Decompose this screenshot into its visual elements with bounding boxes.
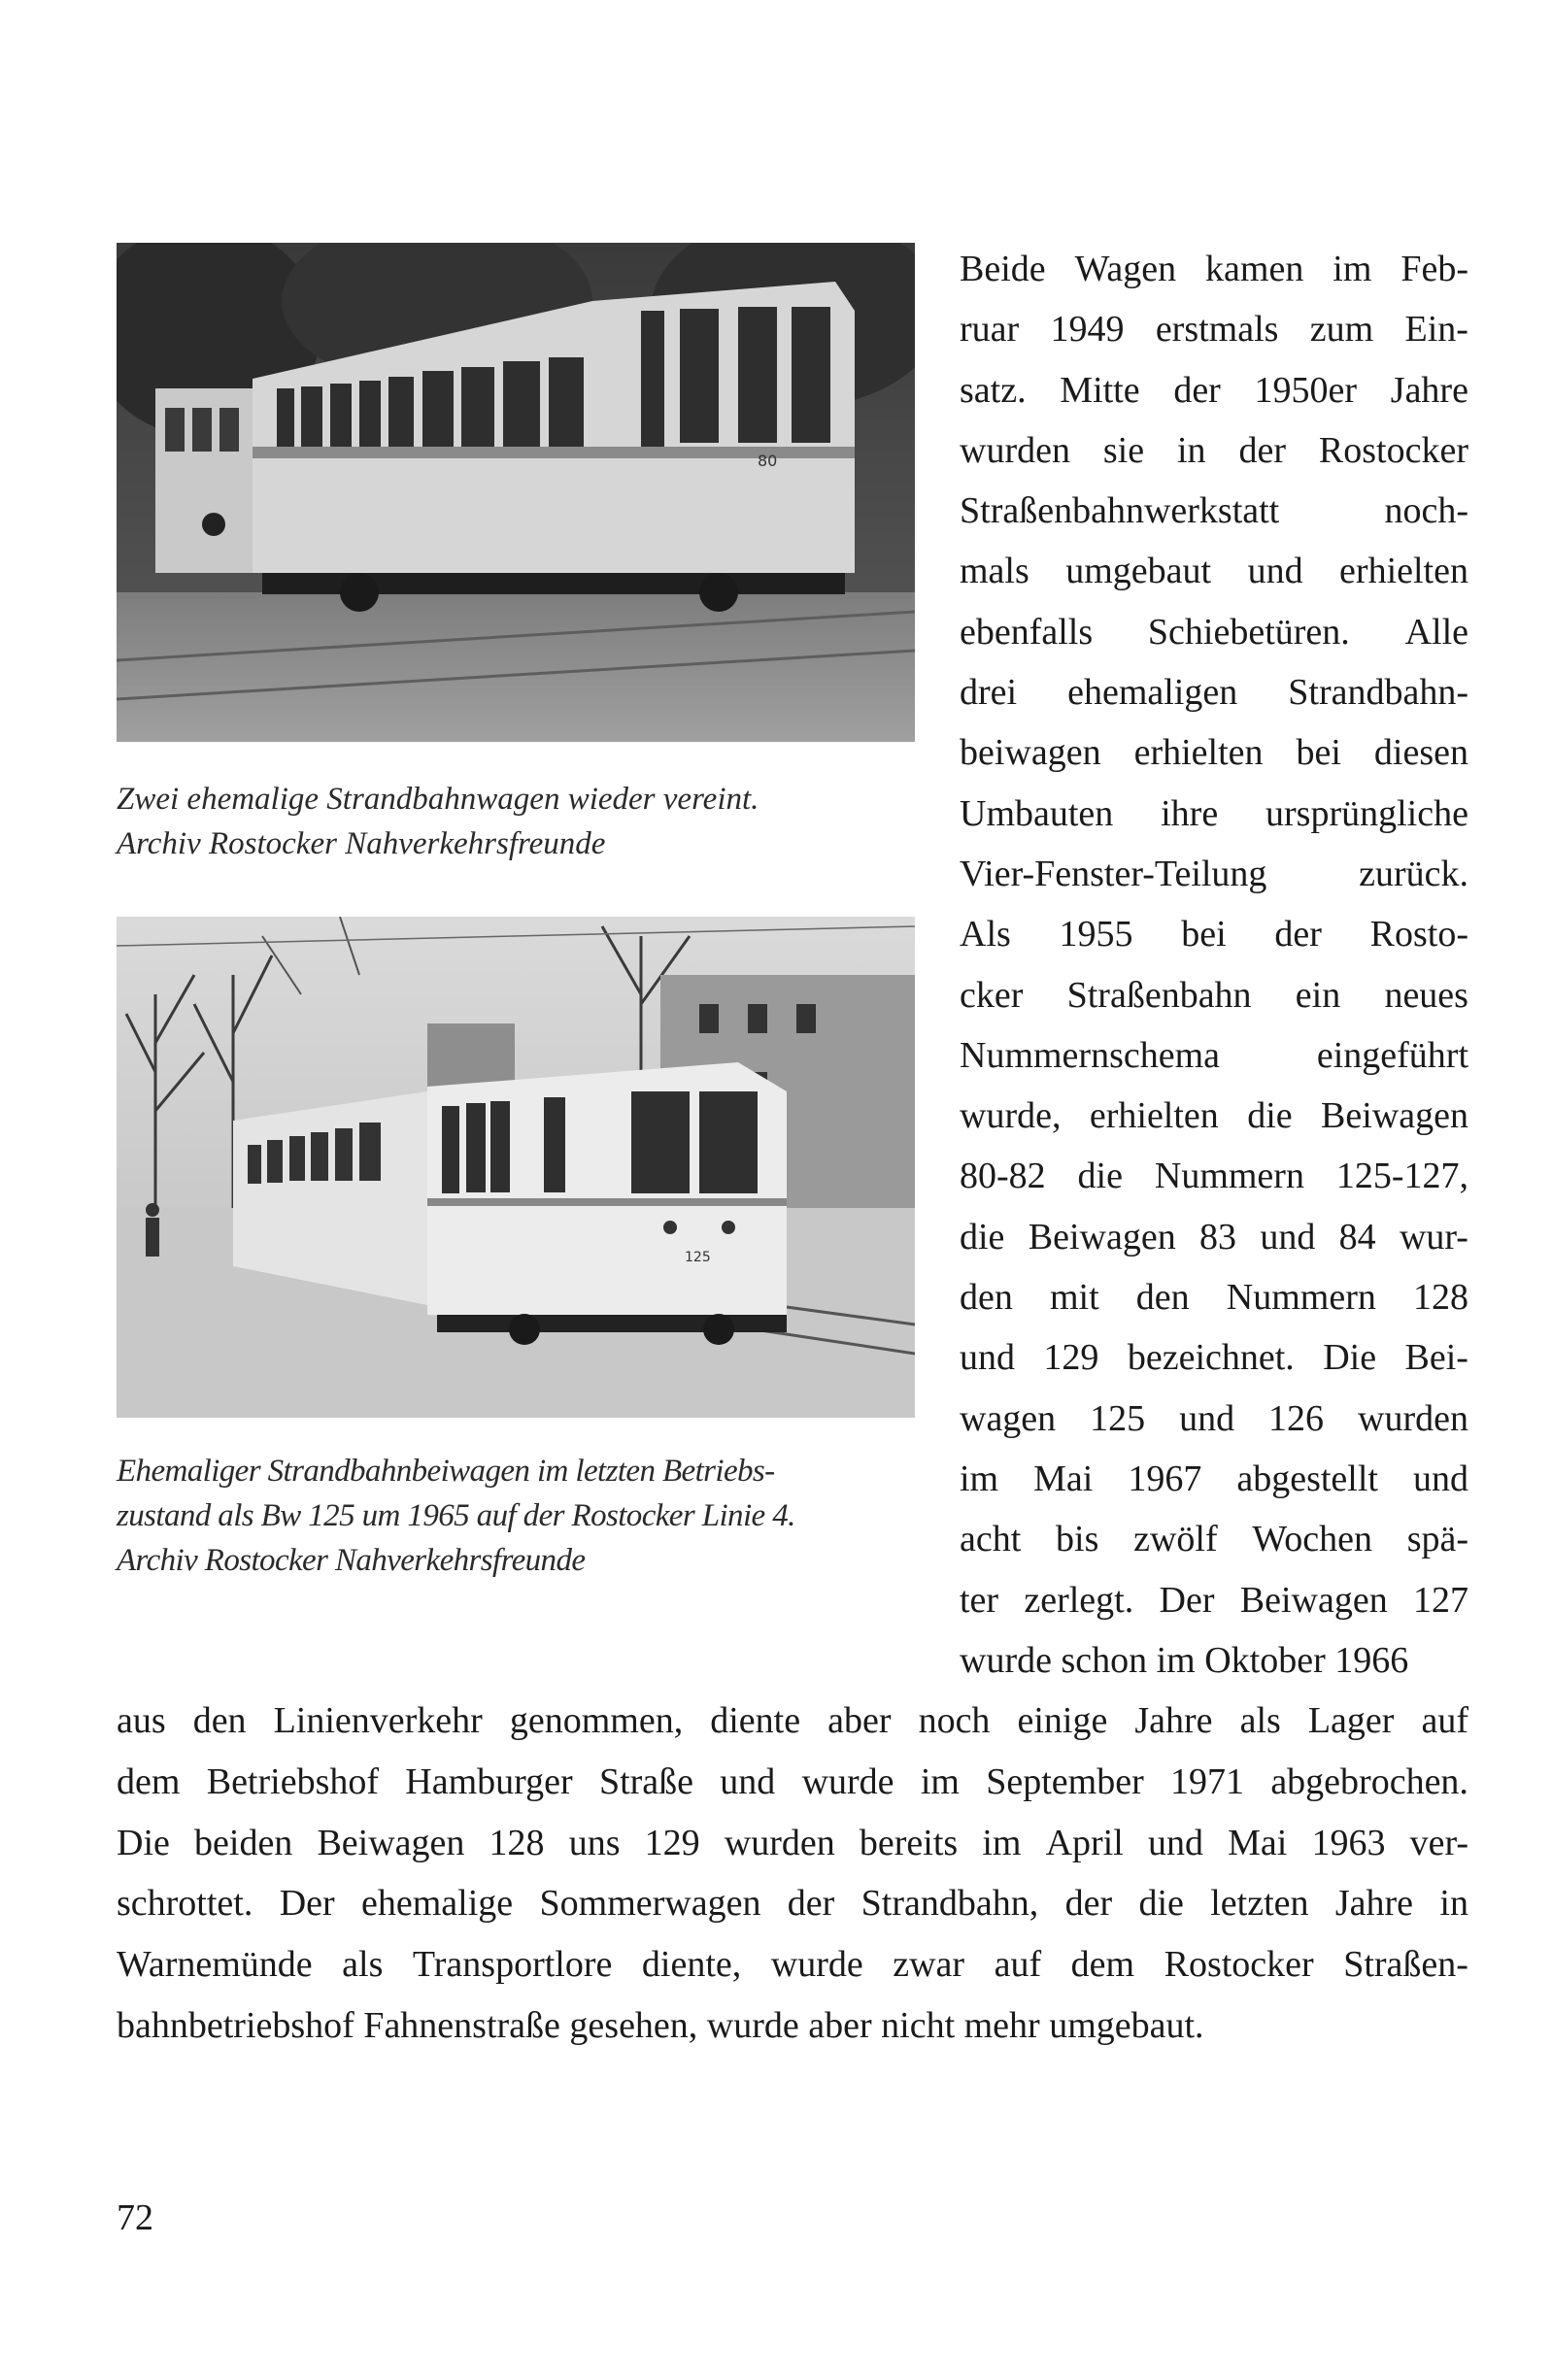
column-text-line: Nummernschema eingeführt	[960, 1034, 1468, 1076]
column-text-line: Vier-Fenster-Teilung zurück.	[960, 853, 1468, 894]
column-text-line: wurden sie in der Rostocker	[960, 429, 1468, 471]
photo-two-trams	[117, 243, 915, 742]
column-text-line: satz. Mitte der 1950er Jahre	[960, 369, 1468, 411]
full-text-line: Die beiden Beiwagen 128 uns 129 wurden bereits im April und Mai 1963 ver-	[117, 1822, 1468, 1863]
full-text-line: bahnbetriebshof Fahnenstraße gesehen, wurde aber nicht mehr umgebaut.	[117, 2004, 1204, 2046]
column-text-line: cker Straßenbahn ein neues	[960, 974, 1468, 1016]
photo-tram-125	[117, 917, 915, 1418]
photo-caption-2	[117, 1449, 795, 1583]
svg-text:80: 80	[758, 452, 778, 470]
column-text-line: ter zerlegt. Der Beiwagen 127	[960, 1579, 1468, 1621]
caption-line: Archiv Rostocker Nahverkehrsfreunde	[117, 826, 606, 861]
caption-line: zustand als Bw 125 um 1965 auf der Rostocker Linie 4.	[117, 1498, 795, 1533]
column-text-line: Beide Wagen kamen im Feb-	[960, 249, 1468, 289]
full-text-line: Warnemünde als Transportlore diente, wurde zwar auf dem Rostocker Straßen-	[117, 1944, 1468, 1986]
column-text-line: ebenfalls Schiebetüren. Alle	[960, 611, 1468, 653]
column-text-line: wurde, erhielten die Beiwagen	[960, 1095, 1468, 1137]
column-text-line: wurde schon im Oktober 1966	[960, 1639, 1409, 1681]
column-text-line: Umbauten ihre ursprüngliche	[960, 792, 1468, 834]
full-text-line: aus den Linienverkehr genommen, diente aber noch einige Jahre als Lager auf	[117, 1700, 1468, 1741]
svg-text:125: 125	[685, 1250, 711, 1265]
column-text-line: ruar 1949 erstmals zum Ein-	[960, 309, 1468, 351]
column-text-line: den mit den Nummern 128	[960, 1277, 1468, 1319]
column-text-line: im Mai 1967 abgestellt und	[960, 1458, 1468, 1499]
column-text-line: drei ehemaligen Strandbahn-	[960, 672, 1468, 714]
column-text-line: Straßenbahnwerkstatt noch-	[960, 490, 1468, 532]
caption-line: Ehemaliger Strandbahnbeiwagen im letzten Betriebs-	[117, 1454, 775, 1489]
caption-line: Zwei ehemalige Strandbahnwagen wieder vereint.	[117, 782, 759, 817]
column-text-line: und 129 bezeichnet. Die Bei-	[960, 1337, 1468, 1379]
body-text-column	[960, 239, 1468, 1691]
column-text-line: wagen 125 und 126 wurden	[960, 1397, 1468, 1439]
full-text-line: dem Betriebshof Hamburger Straße und wurde im September 1971 abgebrochen.	[117, 1760, 1468, 1802]
column-text-line: Als 1955 bei der Rosto-	[960, 914, 1468, 955]
page-number: 72	[117, 2197, 153, 2238]
photo-caption-1	[117, 777, 759, 866]
column-text-line: mals umgebaut und erhielten	[960, 551, 1468, 592]
full-text-line: schrottet. Der ehemalige Sommerwagen der Strandbahn, der die letzten Jahre in	[117, 1883, 1468, 1925]
caption-line: Archiv Rostocker Nahverkehrsfreunde	[117, 1543, 586, 1578]
column-text-line: beiwagen erhielten bei diesen	[960, 732, 1468, 774]
column-text-line: acht bis zwölf Wochen spä-	[960, 1519, 1468, 1560]
column-text-line: 80-82 die Nummern 125-127,	[960, 1156, 1468, 1197]
body-text-full	[117, 1691, 1468, 2057]
column-text-line: die Beiwagen 83 und 84 wur-	[960, 1216, 1468, 1257]
